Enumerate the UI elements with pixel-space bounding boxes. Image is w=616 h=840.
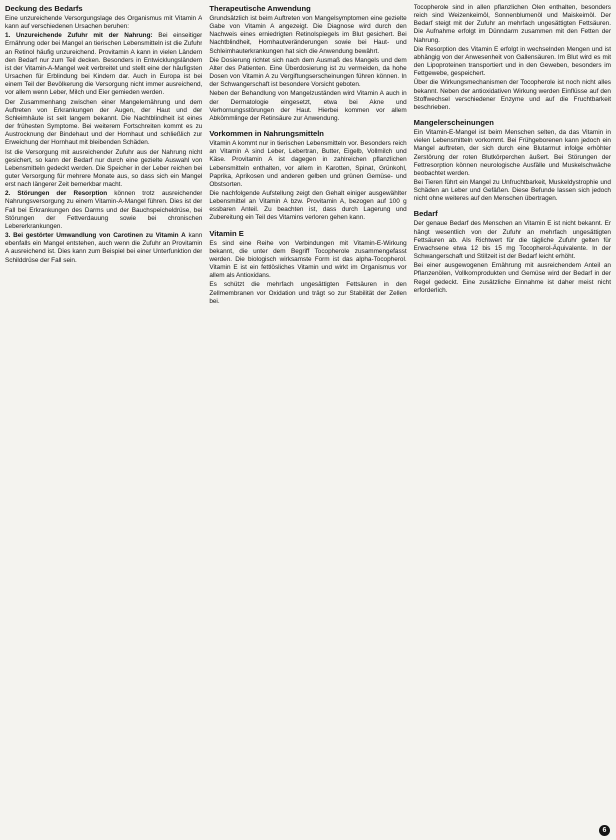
paragraph: Der Zusammenhang zwischen einer Mangelernährung und dem Auftreten von Erkrankungen der Augen, der Haut und der Schleimhäute ist seit langem bekannt. Die Nachtblindheit ist eines der frühesten Symptome. Bei weiterem Fortschreiten kommt es zu Austrocknung der Bindehaut und der Hornhaut und schließlich zur Erweichung der Hornhaut mit bleibenden Schäden. bbox=[5, 98, 203, 147]
text-column-middle bbox=[209, 4, 406, 834]
paragraph-lead: 3. Bei gestörter Umwandlung von Carotinen zu Vitamin A bbox=[5, 232, 186, 240]
paragraph bbox=[5, 232, 202, 265]
page-number: 6 bbox=[599, 825, 610, 836]
heading-vitamin-e: Vitamin E bbox=[209, 228, 244, 238]
paragraph: Bei einer ausgewogenen Ernährung mit ausreichendem Anteil an Pflanzenölen, Vollkornprodukten und Gemüse wird der Bedarf in der Regel gedeckt. Eine zusätzliche Einnahme ist daher meist nicht erforderlich. bbox=[413, 262, 611, 294]
heading-bedarf: Bedarf bbox=[413, 209, 438, 219]
paragraph: Die Dosierung richtet sich nach dem Ausmaß des Mangels und dem Alter des Patienten. Eine Überdosierung ist zu vermeiden, da hohe Dosen von Vitamin A zu Vergiftungserscheinungen führen können. In der Schwangerschaft ist besondere Vorsicht geboten. bbox=[209, 56, 407, 89]
paragraph-body: kann ebenfalls ein Mangel entstehen, auch wenn die Zufuhr an Provitamin A ausreichend ist. Dies kann zum Beispiel bei einer Unterfunktion der Schilddrüse der Fall sein. bbox=[5, 232, 203, 264]
paragraph: Bei Tieren führt ein Mangel zu Unfruchtbarkeit, Muskeldystrophie und Schäden an Leber und Gefäßen. Diese Befunde lassen sich jedoch nicht ohne weiteres auf den Menschen übertragen. bbox=[413, 178, 611, 203]
heading-deckung-des-bedarfs: Deckung des Bedarfs bbox=[5, 4, 83, 13]
paragraph: Grundsätzlich ist beim Auftreten von Mangelsymptomen eine gezielte Gabe von Vitamin A angezeigt. Die Diagnose wird durch den Nachweis eines erniedrigten Retinolspiegels im Blut gesichert. Bei Nachtblindheit, Hornhautveränderungen sowie bei Haut- und Schleimhauterkrankungen hat sich die Anwendung bewährt. bbox=[209, 15, 407, 55]
paragraph: Ist die Versorgung mit ausreichender Zufuhr aus der Nahrung nicht gesichert, so kann der Bedarf nur durch eine gezielte Auswahl von Lebensmitteln gedeckt werden. Die Speicher in der Leber reichen bei guter Versorgung für mehrere Monate aus, so dass sich ein Mangel erst nach längerer Zeit bemerkbar macht. bbox=[5, 148, 203, 189]
text-column-left bbox=[5, 4, 202, 834]
paragraph bbox=[5, 32, 202, 97]
paragraph-body: Bei einseitiger Ernährung oder bei Mangel an tierischen Lebensmitteln ist die Zufuhr an Retinol häufig unzureichend. Provitamin A kann in vielen Ländern den Bedarf nur zum Teil decken. Besonders in Entwicklungsländern ist der Vitamin-A-Mangel weit verbreitet und stellt eine der häufigsten Ursachen für Erblindung bei Kindern dar. Auch in Europa ist bei einem Teil der Bevölkerung die Versorgung nicht immer ausreichend, vor allem wenn Leber, Milch und Eier gemieden werden. bbox=[5, 32, 203, 97]
paragraph: Es schützt die mehrfach ungesättigten Fettsäuren in den Zellmembranen vor Oxidation und trägt so zur Stabilität der Zellen bei. bbox=[209, 281, 407, 305]
paragraph: Tocopherole sind in allen pflanzlichen Ölen enthalten, besonders reich sind Weizenkeimöl, Sonnenblumenöl und Maiskeimöl. Der Bedarf steigt mit der Zufuhr an mehrfach ungesättigten Fettsäuren. Die Aufnahme erfolgt im Dünndarm zusammen mit den Fetten der Nahrung. bbox=[413, 4, 611, 44]
paragraph: Ein Vitamin-E-Mangel ist beim Menschen selten, da das Vitamin in vielen Lebensmitteln vorkommt. Bei Frühgeborenen kann jedoch ein Mangel auftreten, der sich durch eine Blutarmut infolge erhöhter Zerstörung der roten Blutkörperchen äußert. Bei Störungen der Fettresorption können neurologische Ausfälle und Muskelschwäche beobachtet werden. bbox=[413, 129, 611, 177]
paragraph: Über die Wirkungsmechanismen der Tocopherole ist noch nicht alles bekannt. Neben der antioxidativen Wirkung werden Einflüsse auf den Stoffwechsel verschiedener Enzyme und auf die Fruchtbarkeit beschrieben. bbox=[413, 79, 611, 111]
paragraph-body: können trotz ausreichender Nahrungsversorgung zu einem Vitamin-A-Mangel führen. Dies ist der Fall bei Erkrankungen des Darms und der Bauchspeicheldrüse, bei Störungen der Fettverdauung sowie bei chronischen Lebererkrankungen. bbox=[5, 190, 203, 230]
paragraph: Es sind eine Reihe von Verbindungen mit Vitamin-E-Wirkung bekannt, die unter dem Begriff Tocopherole zusammengefasst werden. Die biologisch wirksamste Form ist das alpha-Tocopherol. Vitamin E ist ein fettlösliches Vitamin und wirkt im Organismus vor allem als Antioxidans. bbox=[209, 239, 407, 280]
heading-mangelerscheinungen: Mangelerscheinungen bbox=[413, 118, 494, 128]
paragraph: Eine unzureichende Versorgungslage des Organismus mit Vitamin A kann auf verschiedenen Ursachen beruhen: bbox=[5, 15, 203, 31]
paragraph: Der genaue Bedarf des Menschen an Vitamin E ist nicht bekannt. Er hängt wesentlich von der Zufuhr an mehrfach ungesättigten Fettsäuren ab. Als Richtwert für die tägliche Zufuhr gelten für Erwachsene etwa 12 bis 15 mg Tocopherol-Äquivalente. In der Schwangerschaft und Stillzeit ist der Bedarf leicht erhöht. bbox=[413, 220, 611, 261]
paragraph: Die nachfolgende Aufstellung zeigt den Gehalt einiger ausgewählter Lebensmittel an Vitamin A bzw. Provitamin A, bezogen auf 100 g essbaren Anteil. Zu beachten ist, dass durch Lagerung und Zubereitung ein Teil des Vitamins verloren gehen kann. bbox=[209, 189, 407, 222]
paragraph-lead: 2. Störungen der Resorption bbox=[5, 190, 108, 198]
paragraph: Neben der Behandlung von Mangelzuständen wird Vitamin A auch in der Dermatologie eingesetzt, etwa bei Akne und Verhornungsstörungen der Haut. Hierbei kommen vor allem Abkömmlinge der Retinsäure zur Anwendung. bbox=[209, 90, 407, 122]
paragraph-lead: 1. Unzureichende Zufuhr mit der Nahrung: bbox=[5, 32, 153, 40]
paragraph bbox=[5, 190, 202, 231]
heading-therapeutische-anwendung: Therapeutische Anwendung bbox=[209, 4, 311, 13]
paragraph: Vitamin A kommt nur in tierischen Lebensmitteln vor. Besonders reich an Vitamin A sind Leber, Lebertran, Butter, Eigelb, Vollmilch und Käse. Provitamin A ist dagegen in zahlreichen pflanzlichen Lebensmitteln enthalten, vor allem in Karotten, Spinat, Grünkohl, Paprika, Aprikosen und anderen gelben und grünen Gemüse- und Obstsorten. bbox=[209, 140, 407, 188]
heading-vorkommen-in-nahrungsmitteln: Vorkommen in Nahrungsmitteln bbox=[209, 129, 324, 139]
text-column-right bbox=[414, 4, 611, 834]
paragraph: Die Resorption des Vitamin E erfolgt in wechselnden Mengen und ist abhängig von der Anwesenheit von Gallensäuren. Im Blut wird es mit den Lipoproteinen transportiert und in den Geweben, besonders im Fettgewebe, gespeichert. bbox=[413, 45, 611, 78]
